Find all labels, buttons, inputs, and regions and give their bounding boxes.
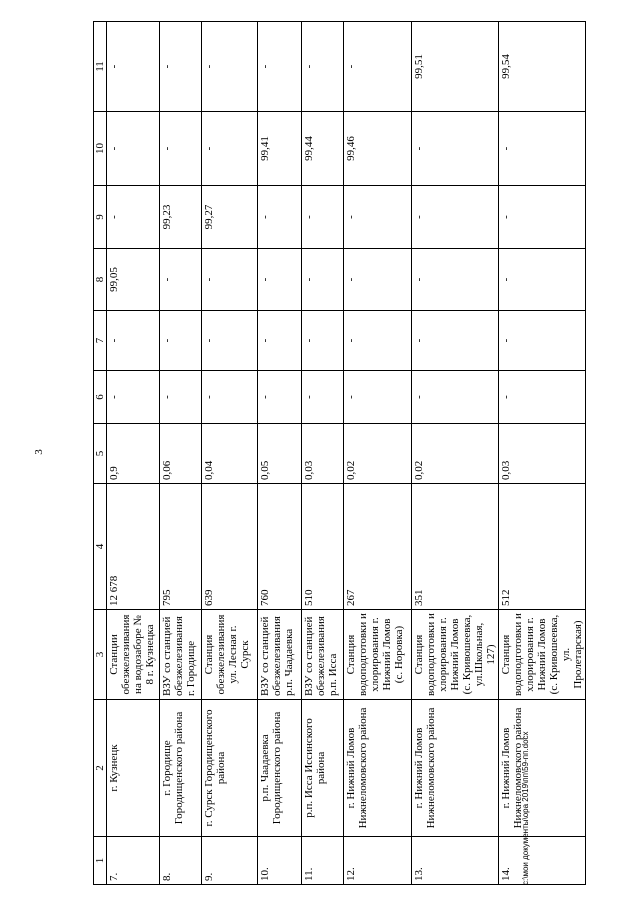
row-number-cell: 7. [107,837,160,885]
settlement-cell: р.п. Исса Иссинского района [302,700,344,837]
value-cell: - [160,311,202,371]
column-header: 6 [94,371,107,424]
value-cell: - [344,249,412,311]
value-cell: - [160,22,202,112]
value-cell: 99,44 [302,112,344,186]
value-cell: 639 [202,484,258,610]
row-number-cell: 12. [344,837,412,885]
table-row [412,22,499,885]
settlement-cell: г. Городище Городищенского района [160,700,202,837]
row-number-cell: 14. [499,837,586,885]
column-header: 2 [94,700,107,837]
facility-cell: Станция водоподготовки и хлорирования г. Нижний Ломов (с. Норовка) [344,610,412,700]
value-cell: - [107,22,160,112]
data-table [93,21,586,885]
value-cell: 760 [258,484,302,610]
column-header: 3 [94,610,107,700]
value-cell: - [258,371,302,424]
settlement-cell: р.п. Чаадаевка Городищенского района [258,700,302,837]
table-row [202,22,258,885]
value-cell: 267 [344,484,412,610]
value-cell: - [107,112,160,186]
value-cell: 351 [412,484,499,610]
column-header: 5 [94,424,107,484]
value-cell: - [412,249,499,311]
row-number-cell: 8. [160,837,202,885]
value-cell: 510 [302,484,344,610]
value-cell: 0,03 [302,424,344,484]
value-cell: 0,02 [344,424,412,484]
table-row [107,22,160,885]
value-cell: - [202,311,258,371]
column-header: 11 [94,22,107,112]
settlement-cell: г. Нижний Ломов Нижнеломовского района [499,700,586,837]
settlement-cell: г. Кузнецк [107,700,160,837]
facility-cell: ВЗУ со станцией обезжелезивания р.п. Чаадаевка [258,610,302,700]
facility-cell: Станции обезжелезивания на водозаборе № 8 г. Кузнецка [107,610,160,700]
value-cell: 0,05 [258,424,302,484]
value-cell: 99,41 [258,112,302,186]
value-cell: 0,9 [107,424,160,484]
column-header: 10 [94,112,107,186]
value-cell: - [499,371,586,424]
rotated-page [93,22,584,885]
value-cell: 0,02 [412,424,499,484]
row-number-cell: 11. [302,837,344,885]
table-row [258,22,302,885]
value-cell: - [107,311,160,371]
value-cell: - [302,249,344,311]
settlement-cell: г. Нижний Ломов Нижнеломовского района [344,700,412,837]
value-cell: - [499,249,586,311]
value-cell: 0,04 [202,424,258,484]
value-cell: - [344,22,412,112]
column-header: 7 [94,311,107,371]
table-row [344,22,412,885]
value-cell: - [499,311,586,371]
value-cell: 99,46 [344,112,412,186]
value-cell: 0,03 [499,424,586,484]
table-row [160,22,202,885]
column-header: 1 [94,837,107,885]
value-cell: - [412,112,499,186]
value-cell: - [344,311,412,371]
header-row [94,22,107,885]
file-path-footer: c:\мои документы\ора 2019\пп\59-пп.docx [521,731,530,885]
value-cell: 12 678 [107,484,160,610]
value-cell: - [344,186,412,249]
value-cell: 99,54 [499,22,586,112]
page-number: 3 [32,449,45,455]
row-number-cell: 10. [258,837,302,885]
column-header: 9 [94,186,107,249]
value-cell: - [258,186,302,249]
facility-cell: ВЗУ со станцией обезжелезивания р.п. Исса [302,610,344,700]
value-cell: - [107,371,160,424]
value-cell: - [412,186,499,249]
value-cell: - [302,311,344,371]
value-cell: - [302,371,344,424]
value-cell: - [302,22,344,112]
settlement-cell: г. Сурск Городищенского района [202,700,258,837]
row-number-cell: 9. [202,837,258,885]
value-cell: - [258,22,302,112]
value-cell: - [202,112,258,186]
value-cell: - [258,249,302,311]
value-cell: - [202,249,258,311]
facility-cell: Станция водоподготовки и хлорирования г. Нижний Ломов (с. Кривошеевка, ул.Школьная, 127) [412,610,499,700]
value-cell: - [107,186,160,249]
value-cell: - [258,311,302,371]
facility-cell: Станция водоподготовки и хлорирования г. Нижний Ломов (с. Кривошеевка, ул. Пролетарская) [499,610,586,700]
value-cell: 512 [499,484,586,610]
value-cell: - [344,371,412,424]
value-cell: - [499,112,586,186]
row-number-cell: 13. [412,837,499,885]
value-cell: 0,06 [160,424,202,484]
value-cell: - [412,311,499,371]
value-cell: - [160,249,202,311]
facility-cell: Станция обезжелезивания ул. Лесная г. Сурск [202,610,258,700]
table-row [499,22,586,885]
value-cell: - [302,186,344,249]
value-cell: 99,23 [160,186,202,249]
value-cell: - [202,371,258,424]
value-cell: - [202,22,258,112]
value-cell: - [412,371,499,424]
facility-cell: ВЗУ со станцией обезжелезивания г. Городище [160,610,202,700]
value-cell: 99,51 [412,22,499,112]
value-cell: 795 [160,484,202,610]
table-row [302,22,344,885]
column-header: 8 [94,249,107,311]
value-cell: - [499,186,586,249]
value-cell: 99,05 [107,249,160,311]
value-cell: - [160,371,202,424]
value-cell: - [160,112,202,186]
value-cell: 99,27 [202,186,258,249]
settlement-cell: г. Нижний Ломов Нижнеломовского района [412,700,499,837]
table-area [93,22,584,885]
column-header: 4 [94,484,107,610]
